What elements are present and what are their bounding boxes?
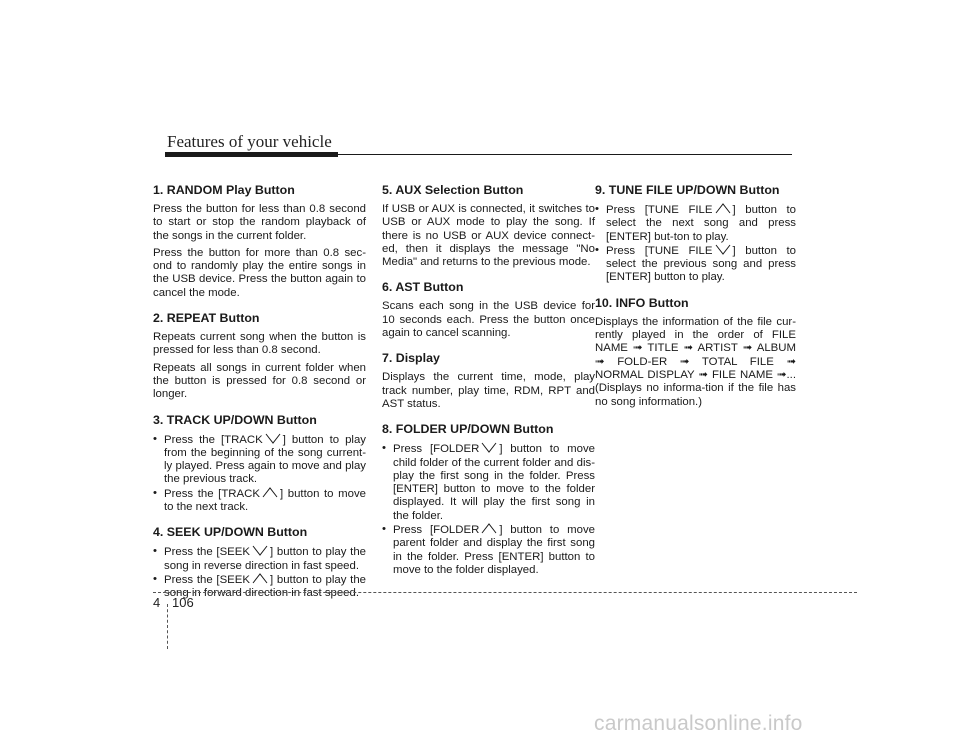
bullet: • (153, 486, 157, 499)
page-number: 106 (172, 595, 194, 610)
info-paragraph: Displays the information of the file cur-rently played in the order of FILE NAME ➟ TITLE ➟ ARTIST ➟ ALBUM ➟ FOLD-ER ➟ TOTAL FILE ➟ NORMAL DISPLAY ➟ FILE NAME ➟... (Displays no informa-tion if the file has no song information.) (595, 315, 796, 408)
page-header-title: Features of your vehicle (167, 132, 332, 151)
bullet: • (382, 523, 386, 536)
track-list (153, 433, 366, 515)
section-title-seek: 4. SEEK UP/DOWN Button (153, 525, 308, 540)
chevron-down-icon (250, 545, 270, 556)
chevron-down-icon (479, 442, 499, 453)
section-title-aux: 5. AUX Selection Button (382, 183, 524, 197)
repeat-paragraph-2: Repeats all songs in current folder when the button is pressed for 0.8 second or longer. (153, 361, 366, 401)
section-title-ast: 6. AST Button (382, 280, 464, 295)
chevron-up-icon (713, 203, 733, 214)
section-number: 4 (153, 595, 161, 610)
folder-list (382, 442, 595, 577)
section-title-folder: 8. FOLDER UP/DOWN Button (382, 422, 554, 437)
bullet: • (382, 442, 386, 455)
random-paragraph-2: Press the button for more than 0.8 sec-ond to randomly play the entire songs in the USB device. Press the button again to cancel the mode. (153, 246, 366, 299)
list-item: • Press the [TRACK ] button to play from the beginning of the song current-ly played. Press again to move and play the previous track. (153, 432, 366, 486)
list-item: • Press the [TRACK ] button to move to the next track. (153, 486, 366, 514)
list-item: • Press [FOLDER ] button to move child folder of the current folder and dis-play the first song in the folder. Press [ENTER] button to move to the folder displayed. It will play the first song in the folder. (382, 442, 595, 522)
section-title-random: 1. RANDOM Play Button (153, 183, 295, 197)
list-item: • Press [TUNE FILE ] button to select the previous song and press [ENTER] button to play. (595, 243, 796, 284)
chevron-down-icon (713, 244, 733, 255)
footer-vertical-rule (167, 604, 168, 649)
repeat-paragraph-1: Repeats current song when the button is pressed for less than 0.8 second. (153, 331, 366, 357)
column-2 (382, 183, 595, 577)
section-title-tune: 9. TUNE FILE UP/DOWN Button (595, 183, 780, 197)
chevron-up-icon (479, 523, 499, 534)
list-item: • Press [TUNE FILE ] button to select the next song and press [ENTER] but-ton to play. (595, 203, 796, 243)
tune-list (595, 203, 796, 285)
column-3 (595, 183, 796, 413)
chevron-up-icon (250, 573, 270, 584)
header-rule (338, 154, 792, 155)
section-title-track: 3. TRACK UP/DOWN Button (153, 412, 317, 427)
footer-rule (153, 592, 857, 593)
aux-paragraph: If USB or AUX is connected, it switches to USB or AUX mode to play the song. If there is no USB or AUX device connect-ed, then it displays the message "No Media" and returns to the previous mode. (382, 203, 595, 269)
header-bar (165, 152, 338, 157)
chevron-up-icon (260, 487, 280, 498)
list-item: • Press the [SEEK ] button to play the song in forward direction in fast speed. (153, 572, 366, 600)
ast-paragraph: Scans each song in the USB device for 10 seconds each. Press the button once again to cancel scanning. (382, 300, 595, 340)
chevron-down-icon (263, 433, 283, 444)
bullet: • (595, 203, 599, 215)
section-title-info: 10. INFO Button (595, 295, 689, 310)
random-paragraph-1: Press the button for less than 0.8 second to start or stop the random playback of the songs in the current folder. (153, 203, 366, 242)
section-title-repeat: 2. REPEAT Button (153, 311, 260, 326)
bullet: • (153, 572, 157, 585)
column-1 (153, 183, 366, 601)
bullet: • (595, 243, 599, 256)
list-item: • Press [FOLDER ] button to move parent folder and display the first song in the folder. Press [ENTER] button to move to the folder displayed. (382, 523, 595, 576)
section-title-display: 7. Display (382, 351, 440, 366)
bullet: • (153, 432, 157, 445)
bullet: • (153, 545, 157, 558)
list-item: • Press the [SEEK ] button to play the song in reverse direction in fast speed. (153, 545, 366, 572)
display-paragraph: Displays the current time, mode, play track number, play time, RDM, RPT and AST status. (382, 371, 595, 410)
watermark: carmanualsonline.info (594, 712, 803, 735)
